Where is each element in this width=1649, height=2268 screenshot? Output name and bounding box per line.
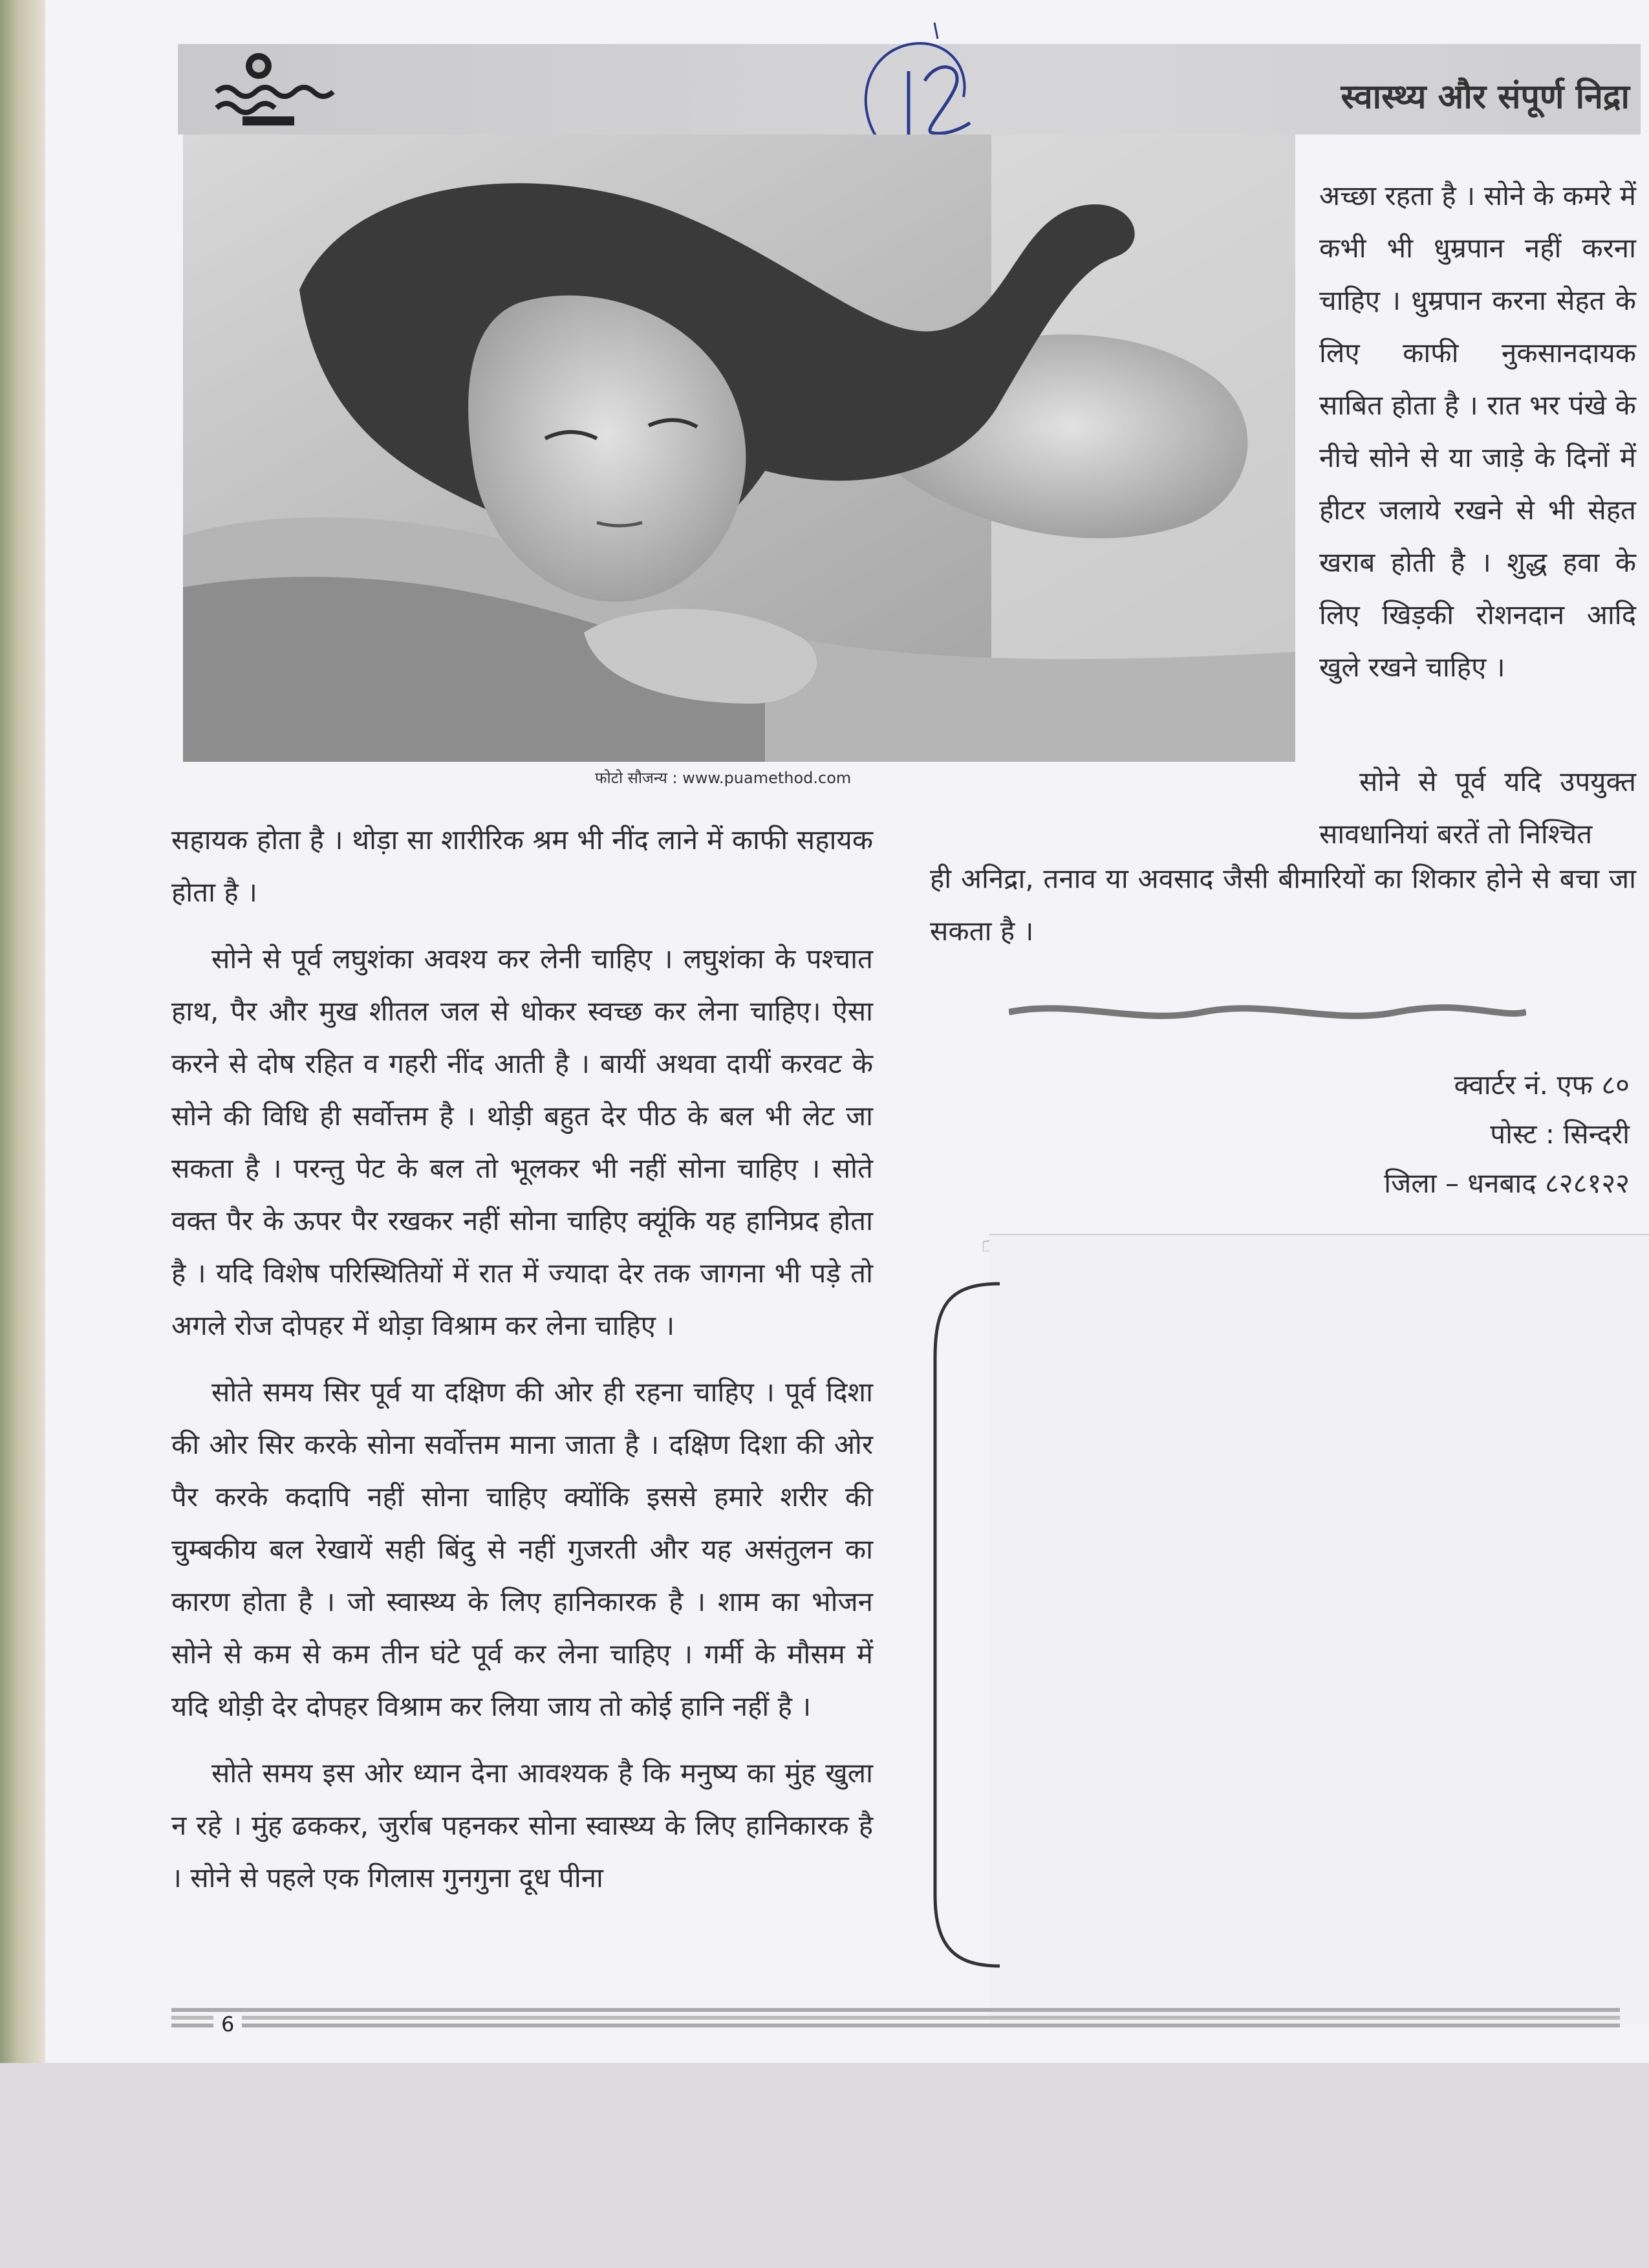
right-column-full-text (930, 852, 1636, 971)
paragraph: सोते समय इस ओर ध्यान देना आवश्यक है कि मनुष्य का मुंह खुला न रहे । मुंह ढककर, जुर्राब पहनकर सोना स्वास्थ्य के लिए हानिकारक है । सोने से पहले एक गिलास गुनगुना दूध पीना (171, 1757, 873, 1894)
address-line: पोस्ट : सिन्दरी (1490, 1118, 1630, 1150)
sun-waves-logo-icon (213, 47, 349, 131)
footer-rule (171, 2002, 1620, 2040)
paragraph: सहायक होता है । थोड़ा सा शारीरिक श्रम भी नींद लाने में काफी सहायक होता है । (171, 824, 873, 908)
page-title: स्वास्थ्य और संपूर्ण निद्रा (1341, 77, 1630, 116)
paragraph: ही अनिद्रा, तनाव या अवसाद जैसी बीमारियों का शिकार होने से बचा जा सकता है । (930, 863, 1636, 947)
text-frame-bracket (929, 1280, 1006, 1972)
right-column-top-text (1319, 169, 1636, 707)
left-column-text (171, 814, 873, 1918)
paragraph: अच्छा रहता है । सोने के कमरे में कभी भी धुम्रपान नहीं करना चाहिए । धुम्रपान करना सेहत के लिए काफी नुकसानदायक साबित होता है । रात भर पंखे के नीचे सोने से या जाड़े के दिनों में हीटर जलाये रखने से भी सेहत खराब होती है । शुद्ध हवा के लिए खिड़की रोशनदान आदि खुले रखने चाहिए । (1319, 180, 1636, 683)
paragraph: सोने से पूर्व लघुशंका अवश्य कर लेनी चाहिए । लघुशंका के पश्चात हाथ, पैर और मुख शीतल जल से धोकर स्वच्छ कर लेना चाहिए। ऐसा करने से दोष रहित व गहरी नींद आती है । बायीं अथवा दायीं करवट के सोने की विधि ही सर्वोत्तम है । थोड़ी बहुत देर पीठ के बल भी लेट जा सकता है । परन्तु पेट के बल तो भूलकर भी नहीं सोना चाहिए । सोते वक्त पैर के ऊपर पैर रखकर नहीं सोना चाहिए क्यूंकि यह हानिप्रद होता है । यदि विशेष परिस्थितियों में रात में ज्यादा देर तक जागना भी पड़े तो अगले रोज दोपहर में थोड़ा विश्राम कर लेना चाहिए । (171, 943, 873, 1341)
address-line: क्वार्टर नं. एफ ८० (1454, 1069, 1630, 1101)
paragraph: सोने से पूर्व यदि उपयुक्त सावधानियां बरतें तो निश्चित (1319, 766, 1636, 850)
left-page-edge (0, 0, 45, 2069)
page-number: 6 (213, 2012, 242, 2036)
sleeping-woman-photo (183, 135, 1295, 762)
scan-background (0, 2063, 1649, 2268)
address-line: जिला – धनबाद ८२८१२२ (1384, 1167, 1630, 1199)
photo-credit: फोटो सौजन्य : www.puamethod.com (595, 769, 852, 787)
pasted-paper-slip (989, 1235, 1649, 2025)
author-address (1384, 1061, 1630, 1208)
paragraph: सोते समय सिर पूर्व या दक्षिण की ओर ही रहना चाहिए । पूर्व दिशा की ओर सिर करके सोना सर्वोत्तम माना जाता है । दक्षिण दिशा की ओर पैर करके कदापि नहीं सोना चाहिए क्योंकि इससे हमारे शरीर की चुम्बकीय बल रेखायें सही बिंदु से नहीं गुजरती और यह असंतुलन का कारण होता है । जो स्वास्थ्य के लिए हानिकारक है । शाम का भोजन सोने से कम से कम तीन घंटे पूर्व कर लेना चाहिए । गर्मी के मौसम में यदि थोड़ी देर दोपहर विश्राम कर लिया जाय तो कोई हानि नहीं है । (171, 1376, 873, 1722)
wave-divider-ornament (1009, 999, 1526, 1025)
